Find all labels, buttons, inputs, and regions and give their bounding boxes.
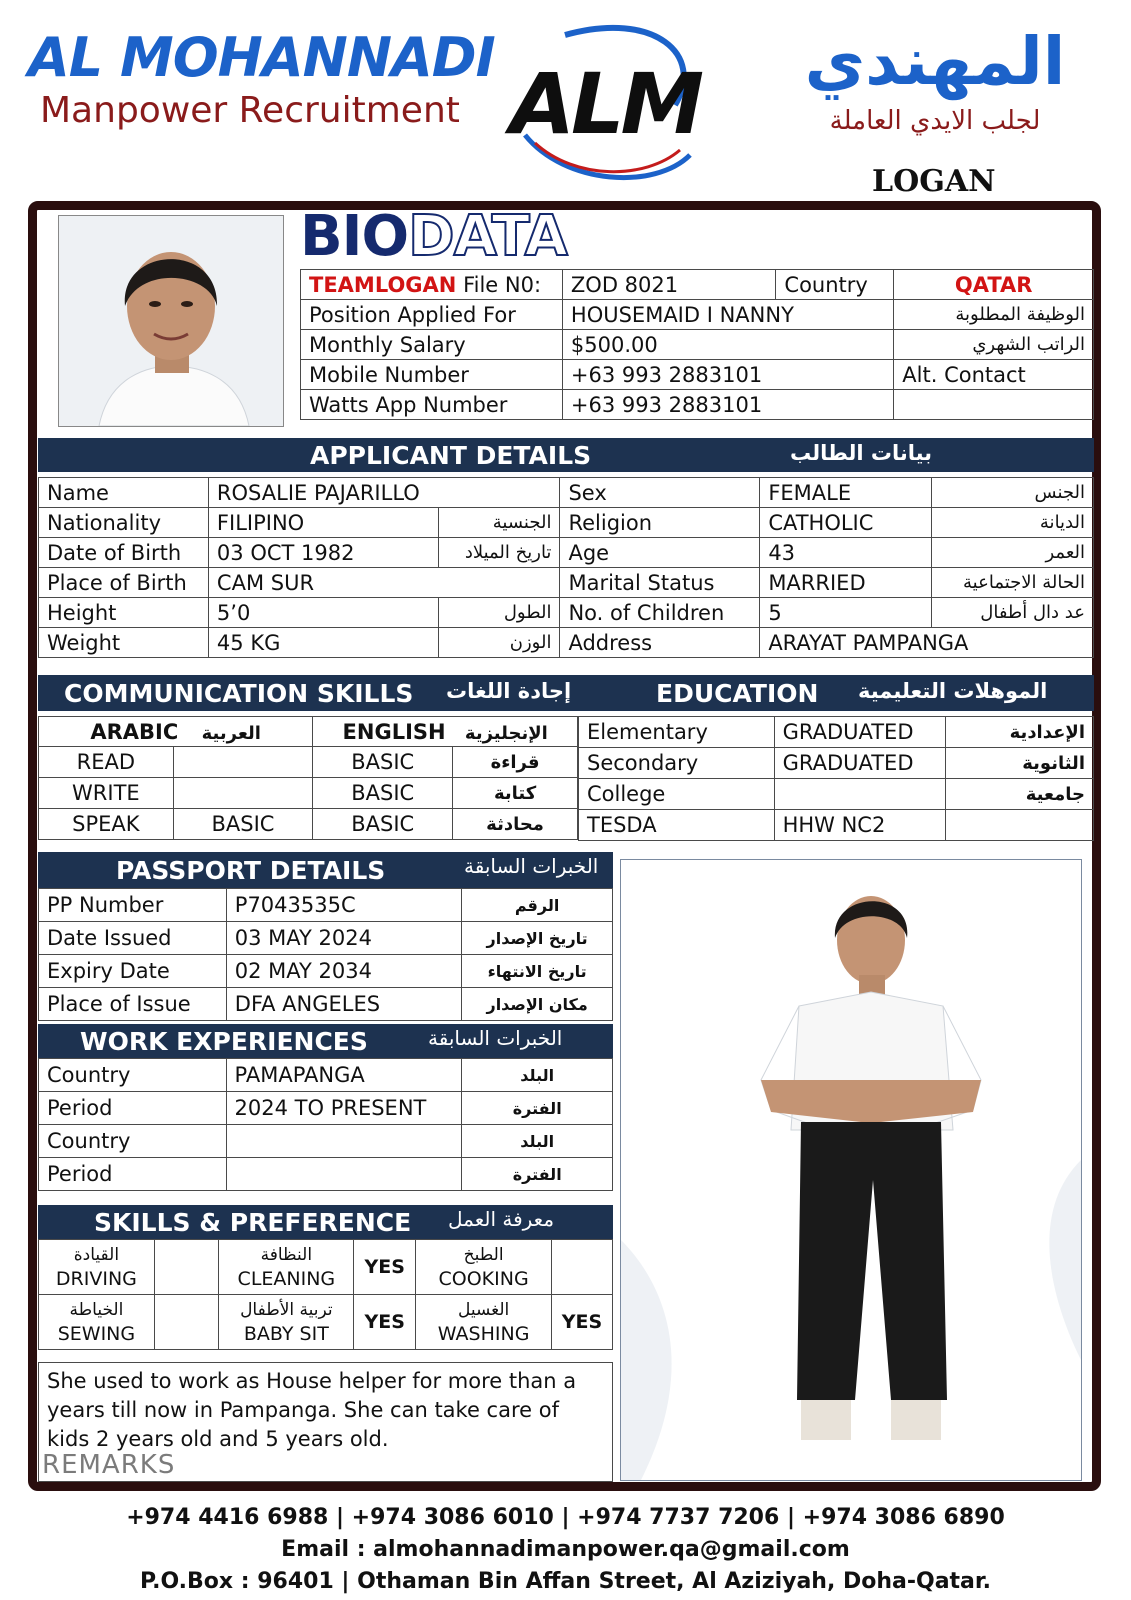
- passport-row-label-ar: تاريخ الإصدار: [462, 922, 613, 955]
- work-row-label-ar: الفترة: [462, 1158, 613, 1191]
- work-row-label-ar: البلد: [462, 1059, 613, 1092]
- education-level: Elementary: [579, 717, 775, 748]
- work-row-label-ar: الفترة: [462, 1092, 613, 1125]
- education-status: HHW NC2: [774, 810, 946, 841]
- skill-value: [154, 1240, 219, 1295]
- alm-logo-text: ALM: [510, 55, 701, 153]
- english-level: BASIC: [313, 747, 453, 778]
- work-row-label: Period: [39, 1158, 227, 1191]
- language-skill-label: WRITE: [39, 778, 174, 809]
- skill-name: [219, 1295, 354, 1350]
- education-table: [578, 716, 1094, 841]
- work-heading: WORK EXPERIENCES: [80, 1027, 368, 1056]
- skill-name-en: SEWING: [57, 1323, 136, 1345]
- skills-row: [39, 1295, 613, 1350]
- skills-row: [39, 1240, 613, 1295]
- english-language-label-ar: الإنجليزية: [464, 722, 548, 744]
- language-skill-label-ar: قراءة: [453, 747, 578, 778]
- applicant-field-value: 45 KG: [208, 628, 438, 658]
- language-skill-label: READ: [39, 747, 174, 778]
- work-row-value: [226, 1125, 462, 1158]
- education-status: [774, 779, 946, 810]
- language-skill-row: [39, 747, 578, 778]
- file-no-label-text: File N0:: [463, 272, 542, 297]
- applicant-field-label: Marital Status: [560, 568, 760, 598]
- team-brand: TEAMLOGAN: [309, 272, 457, 297]
- arabic-level: BASIC: [173, 809, 313, 840]
- passport-row: [39, 922, 613, 955]
- position-label-ar: الوظيفة المطلوبة: [894, 300, 1094, 330]
- applicant-details-heading-ar: بيانات الطالب: [790, 441, 933, 465]
- skill-name-ar: النظافة: [260, 1245, 313, 1265]
- english-level: BASIC: [313, 809, 453, 840]
- work-row-value: PAMAPANGA: [226, 1059, 462, 1092]
- remarks-text: She used to work as House helper for more than a years till now in Pampanga. She can take care of kids 2 years old and 5 years old.: [47, 1369, 577, 1451]
- applicant-field-label: Nationality: [39, 508, 209, 538]
- passport-row-label-ar: الرقم: [462, 889, 613, 922]
- education-level: Secondary: [579, 748, 775, 779]
- applicant-full-body-photo: [620, 859, 1082, 1481]
- education-heading: EDUCATION: [656, 679, 819, 708]
- applicant-field-label: Address: [560, 628, 760, 658]
- applicant-row: [39, 628, 1094, 658]
- applicant-row: [39, 538, 1094, 568]
- applicant-row: [39, 598, 1094, 628]
- applicant-field-value: MARRIED: [760, 568, 932, 598]
- arabic-level: [173, 778, 313, 809]
- applicant-field-value: CATHOLIC: [760, 508, 932, 538]
- applicant-field-value: 03 OCT 1982: [208, 538, 438, 568]
- passport-row-label-ar: مكان الإصدار: [462, 988, 613, 1021]
- salary-label: Monthly Salary: [301, 330, 563, 360]
- applicant-field-value: CAM SUR: [208, 568, 560, 598]
- work-row: [39, 1158, 613, 1191]
- applicant-field-label: Height: [39, 598, 209, 628]
- work-row-label: Period: [39, 1092, 227, 1125]
- applicant-details-heading: APPLICANT DETAILS: [310, 441, 592, 470]
- skill-value: YES: [354, 1295, 416, 1350]
- arabic-language-label-ar: العربية: [201, 722, 261, 744]
- skill-value: [551, 1240, 612, 1295]
- applicant-details-table: [38, 477, 1094, 658]
- applicant-field-label: Place of Birth: [39, 568, 209, 598]
- passport-details-bar: [38, 852, 613, 888]
- company-name-line1: AL MOHANNADI: [28, 26, 495, 89]
- applicant-field-label-ar: عد دال أطفال: [932, 598, 1094, 628]
- applicant-field-label: Age: [560, 538, 760, 568]
- applicant-field-value: 5’0: [208, 598, 438, 628]
- company-name-english: [28, 28, 498, 134]
- passport-heading-ar: الخبرات السابقة: [464, 854, 599, 878]
- work-row-label: Country: [39, 1059, 227, 1092]
- skill-name: [39, 1240, 155, 1295]
- communication-heading: COMMUNICATION SKILLS: [64, 679, 414, 708]
- applicant-field-label: Religion: [560, 508, 760, 538]
- passport-row-label: Date Issued: [39, 922, 227, 955]
- skill-value: YES: [551, 1295, 612, 1350]
- position-label: Position Applied For: [301, 300, 563, 330]
- english-language-header: [313, 717, 578, 747]
- work-row: [39, 1125, 613, 1158]
- footer-email: Email : almohannadimanpower.qa@gmail.com: [281, 1537, 850, 1562]
- passport-row-label-ar: تاريخ الانتهاء: [462, 955, 613, 988]
- salary-value: $500.00: [562, 330, 893, 360]
- country-value: QATAR: [894, 270, 1094, 300]
- education-level-ar: [946, 810, 1094, 841]
- alt-contact-label: Alt. Contact: [894, 360, 1094, 390]
- skill-value: YES: [354, 1240, 416, 1295]
- file-no-value: ZOD 8021: [562, 270, 776, 300]
- education-heading-ar: الموهلات التعليمية: [858, 679, 1048, 703]
- applicant-field-label-ar: الحالة الاجتماعية: [932, 568, 1094, 598]
- applicant-field-label-ar: تاريخ الميلاد: [438, 538, 560, 568]
- applicant-row: [39, 568, 1094, 598]
- applicant-field-label: Sex: [560, 478, 760, 508]
- education-level-ar: الثانوية: [946, 748, 1094, 779]
- position-value: HOUSEMAID I NANNY: [562, 300, 893, 330]
- applicant-field-label-ar: الجنسية: [438, 508, 560, 538]
- work-row: [39, 1059, 613, 1092]
- applicant-field-label-ar: الطول: [438, 598, 560, 628]
- work-row-label: Country: [39, 1125, 227, 1158]
- skill-name-en: WASHING: [437, 1323, 530, 1345]
- applicant-field-label-ar: الوزن: [438, 628, 560, 658]
- education-level: TESDA: [579, 810, 775, 841]
- passport-row-value: 03 MAY 2024: [226, 922, 461, 955]
- applicant-field-value: FEMALE: [760, 478, 932, 508]
- education-row: [579, 748, 1094, 779]
- passport-row-value: P7043535C: [226, 889, 461, 922]
- applicant-details-bar: [38, 438, 1094, 472]
- work-row-value: [226, 1158, 462, 1191]
- passport-row-label: PP Number: [39, 889, 227, 922]
- passport-row-label: Place of Issue: [39, 988, 227, 1021]
- english-language-label: ENGLISH: [342, 719, 446, 744]
- language-skill-label-ar: كتابة: [453, 778, 578, 809]
- arabic-language-header: [39, 717, 313, 747]
- biodata-title: [300, 204, 567, 269]
- language-skill-row: [39, 778, 578, 809]
- work-experience-table: [38, 1058, 613, 1191]
- education-level-ar: الإعدادية: [946, 717, 1094, 748]
- applicant-field-label-ar: العمر: [932, 538, 1094, 568]
- education-row: [579, 717, 1094, 748]
- applicant-row: [39, 508, 1094, 538]
- applicant-field-label-ar: الديانة: [932, 508, 1094, 538]
- skill-name-en: CLEANING: [237, 1268, 336, 1290]
- file-info-table: [300, 269, 1094, 420]
- work-row-value: 2024 TO PRESENT: [226, 1092, 462, 1125]
- education-level: College: [579, 779, 775, 810]
- company-name-line2: Manpower Recruitment: [40, 90, 460, 131]
- applicant-photo: [58, 215, 284, 427]
- communication-table: [38, 716, 578, 840]
- applicant-field-value: 43: [760, 538, 932, 568]
- skill-value: [154, 1295, 219, 1350]
- passport-row-label: Expiry Date: [39, 955, 227, 988]
- agent-name: LOGAN: [872, 164, 996, 199]
- alt-contact-value: [894, 390, 1094, 420]
- work-experience-bar: [38, 1024, 613, 1058]
- skill-name-ar: الخياطة: [69, 1300, 124, 1320]
- skill-name: [416, 1295, 552, 1350]
- applicant-field-label: No. of Children: [560, 598, 760, 628]
- applicant-field-value: FILIPINO: [208, 508, 438, 538]
- skill-name: [219, 1240, 354, 1295]
- arabic-level: [173, 747, 313, 778]
- english-level: BASIC: [313, 778, 453, 809]
- mobile-label: Mobile Number: [301, 360, 563, 390]
- passport-row: [39, 889, 613, 922]
- skill-name: [416, 1240, 552, 1295]
- applicant-field-value: ROSALIE PAJARILLO: [208, 478, 560, 508]
- education-row: [579, 779, 1094, 810]
- passport-row: [39, 955, 613, 988]
- footer-phone-numbers: +974 4416 6988 | +974 3086 6010 | +974 7737 7206 | +974 3086 6890: [126, 1505, 1005, 1530]
- passport-table: [38, 888, 613, 1021]
- passport-row-value: 02 MAY 2034: [226, 955, 461, 988]
- education-row: [579, 810, 1094, 841]
- skill-name-en: DRIVING: [55, 1268, 137, 1290]
- salary-label-ar: الراتب الشهري: [894, 330, 1094, 360]
- skills-preference-bar: [38, 1205, 613, 1239]
- passport-row: [39, 988, 613, 1021]
- skill-name-ar: الغسيل: [457, 1300, 510, 1320]
- skill-name-en: BABY SIT: [243, 1323, 329, 1345]
- language-skill-label: SPEAK: [39, 809, 174, 840]
- skill-name-ar: القيادة: [73, 1245, 120, 1265]
- language-skill-label-ar: محادثة: [453, 809, 578, 840]
- passport-heading: PASSPORT DETAILS: [116, 856, 386, 885]
- biodata-title-bold: BIO: [300, 204, 409, 269]
- education-status: GRADUATED: [774, 717, 946, 748]
- work-row: [39, 1092, 613, 1125]
- footer-address: P.O.Box : 96401 | Othaman Bin Affan Street, Al Aziziyah, Doha-Qatar.: [140, 1569, 991, 1594]
- company-name-arabic-line2: لجلب الايدي العاملة: [829, 106, 1041, 136]
- arabic-language-label: ARABIC: [90, 719, 179, 744]
- skills-heading: SKILLS & PREFERENCE: [94, 1208, 412, 1237]
- mobile-value: +63 993 2883101: [562, 360, 893, 390]
- work-row-label-ar: البلد: [462, 1125, 613, 1158]
- remarks-label: REMARKS: [42, 1450, 176, 1480]
- skill-name-ar: تربية الأطفال: [240, 1300, 333, 1320]
- education-status: GRADUATED: [774, 748, 946, 779]
- applicant-field-label-ar: الجنس: [932, 478, 1094, 508]
- skill-name-ar: الطبخ: [463, 1245, 504, 1265]
- biodata-title-outline: DATA: [408, 204, 567, 269]
- file-no-label: [301, 270, 563, 300]
- applicant-field-label: Date of Birth: [39, 538, 209, 568]
- whatsapp-label: Watts App Number: [301, 390, 563, 420]
- company-name-arabic: [750, 20, 1120, 138]
- applicant-field-value: 5: [760, 598, 932, 628]
- work-heading-ar: الخبرات السابقة: [428, 1026, 563, 1050]
- communication-heading-ar: إجادة اللغات: [446, 679, 572, 703]
- applicant-field-label: Name: [39, 478, 209, 508]
- company-name-arabic-line1: المهندي: [804, 23, 1066, 100]
- skills-education-bar: [38, 675, 1094, 711]
- language-skill-row: [39, 809, 578, 840]
- education-level-ar: جامعية: [946, 779, 1094, 810]
- country-label: Country: [776, 270, 894, 300]
- applicant-row: [39, 478, 1094, 508]
- applicant-field-value: ARAYAT PAMPANGA: [760, 628, 1094, 658]
- passport-row-value: DFA ANGELES: [226, 988, 461, 1021]
- skill-name-en: COOKING: [438, 1268, 529, 1290]
- skills-heading-ar: معرفة العمل: [448, 1207, 555, 1231]
- skill-name: [39, 1295, 155, 1350]
- applicant-field-label: Weight: [39, 628, 209, 658]
- whatsapp-value: +63 993 2883101: [562, 390, 893, 420]
- skills-table: [38, 1239, 613, 1350]
